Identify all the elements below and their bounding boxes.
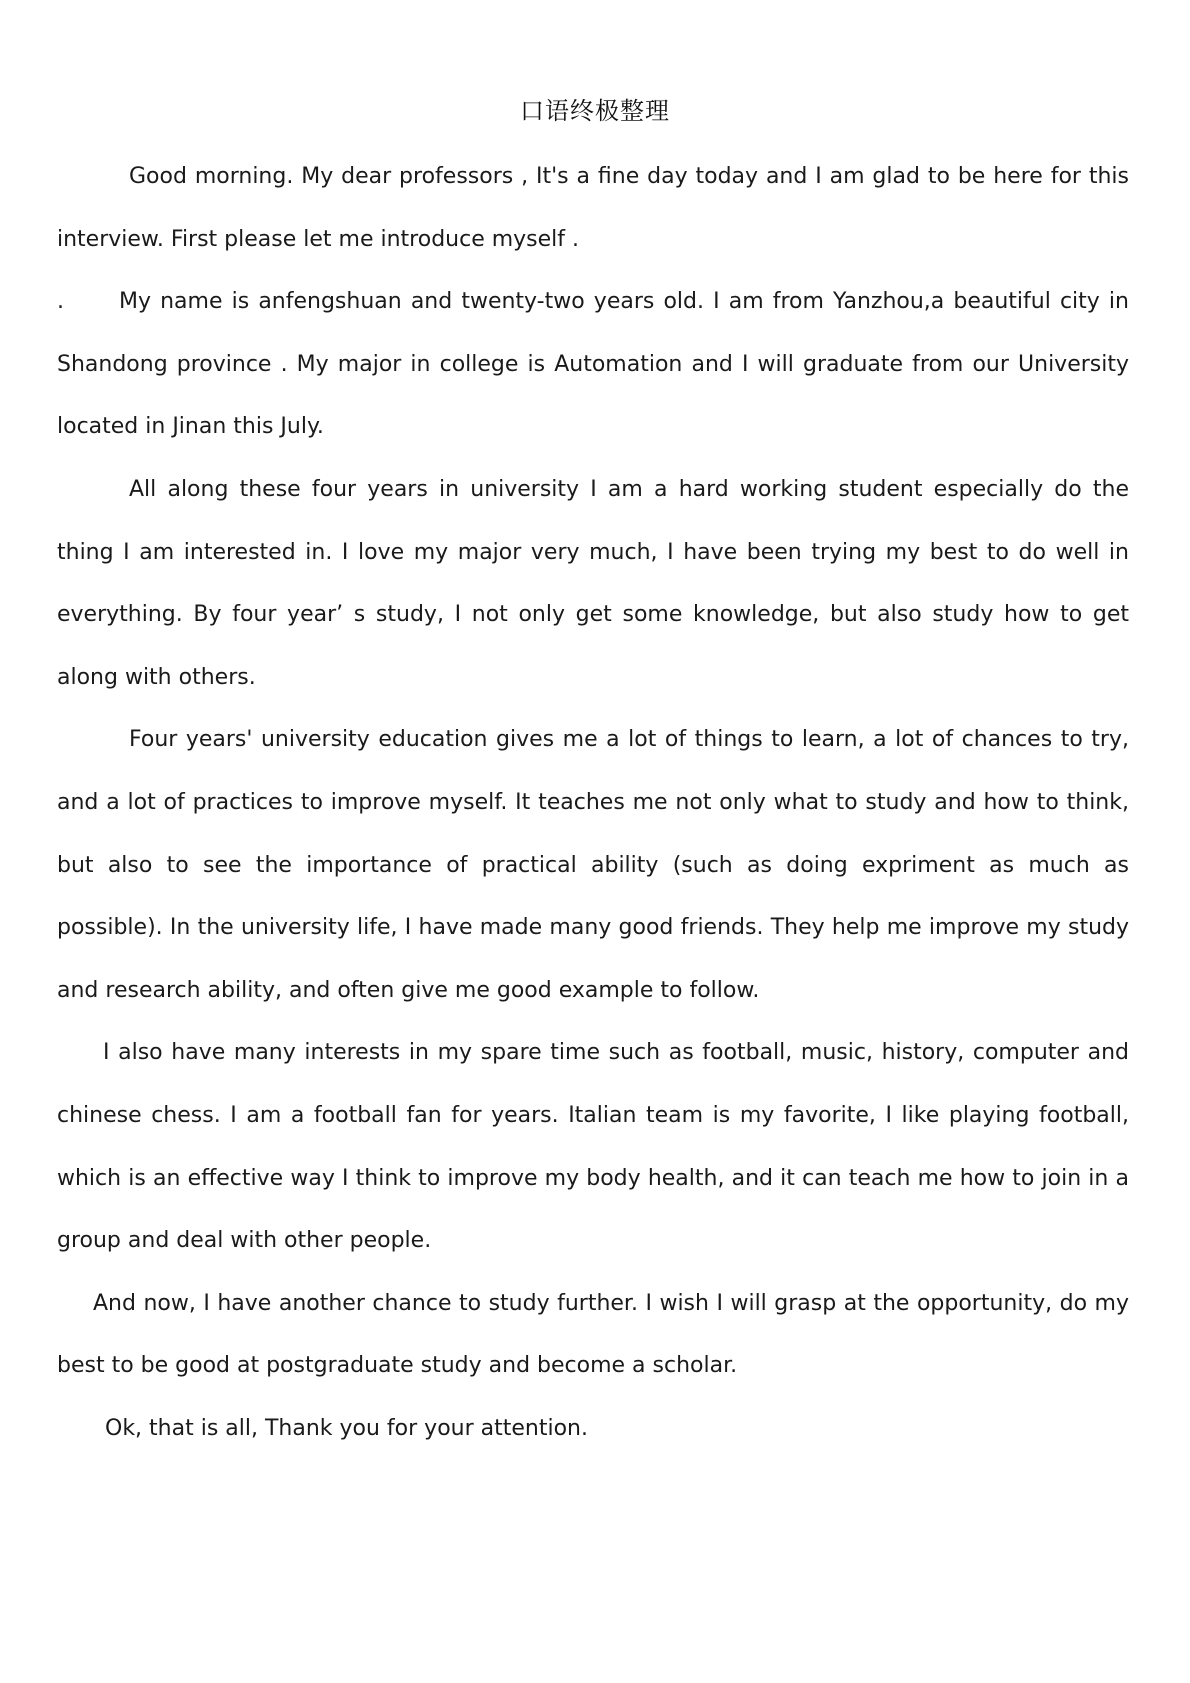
page-title: 口语终极整理	[520, 97, 670, 125]
paragraph-closing: Ok, that is all, Thank you for your attention.	[105, 1415, 588, 1441]
paragraph-introduction-text: My name is anfengshuan and twenty-two years old. I am from Yanzhou,a beautiful city in Shandong province . My major in college is Automation and I will graduate from our University located in Jinan this July.	[57, 289, 1129, 440]
paragraph-further-study: And now, I have another chance to study further. I wish I will grasp at the opportunity, do my best to be good at postgraduate study and become a scholar.	[57, 1290, 1129, 1379]
paragraph-marker: .	[57, 289, 64, 315]
paragraph-introduction	[57, 271, 1129, 459]
document-body	[57, 146, 1129, 1460]
paragraph-interests: I also have many interests in my spare time such as football, music, history, computer and chinese chess. I am a football fan for years. Italian team is my favorite, I like playing football, which is an effective way I think to improve my body health, and it can teach me how to join in a group and deal with other people.	[57, 1040, 1129, 1254]
paragraph-education: Four years' university education gives me a lot of things to learn, a lot of chances to try, and a lot of practices to improve myself. It teaches me not only what to study and how to think, but also to see the importance of practical ability (such as doing expriment as much as possible). In the university life, I have made many good friends. They help me improve my study and research ability, and often give me good example to follow.	[57, 727, 1129, 1003]
paragraph-university-years: All along these four years in university I am a hard working student especially do the thing I am interested in. I love my major very much, I have been trying my best to do well in everything. By four year’ s study, I not only get some knowledge, but also study how to get along with others.	[57, 476, 1129, 690]
paragraph-greeting: Good morning. My dear professors , It's a fine day today and I am glad to be here for this interview. First please let me introduce myself .	[57, 164, 1129, 252]
